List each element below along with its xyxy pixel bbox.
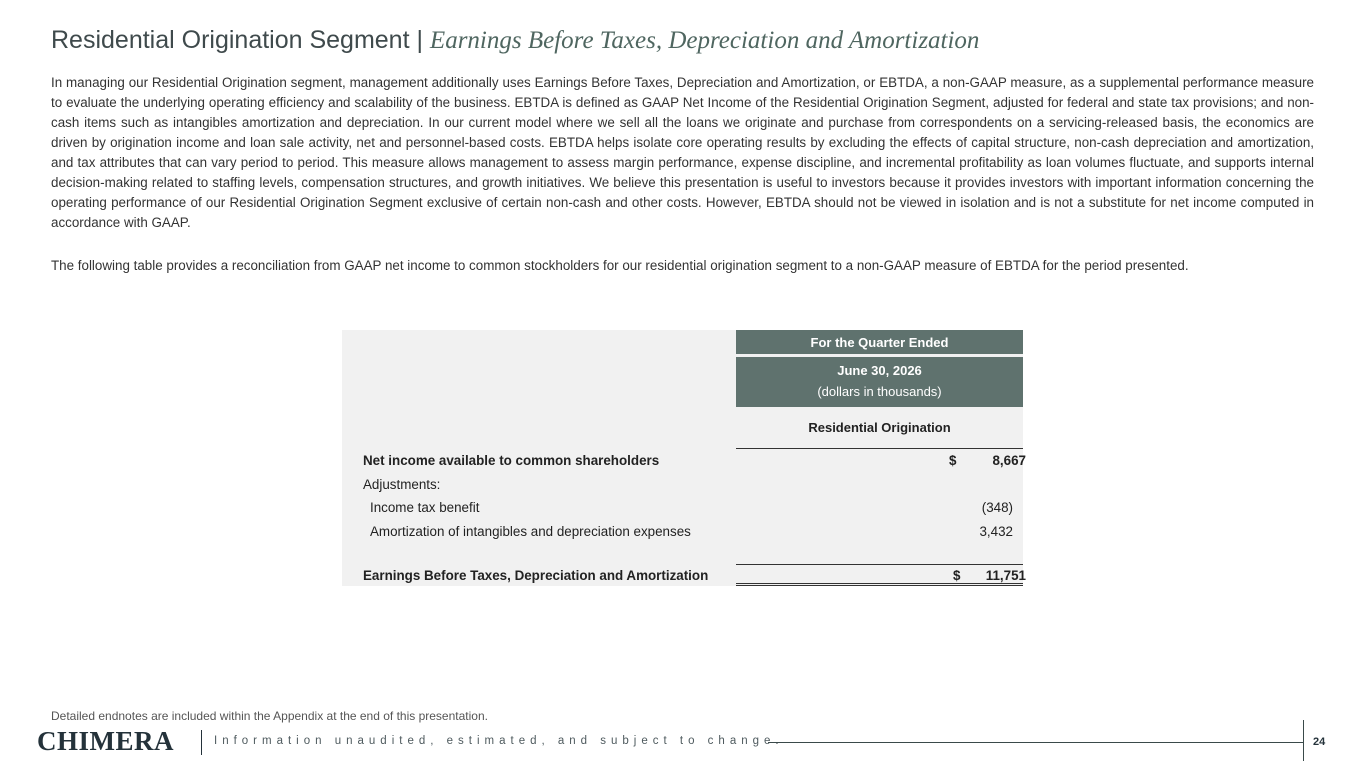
header-units: (dollars in thousands) [817,384,942,399]
reconciliation-paragraph: The following table provides a reconciliation from GAAP net income to common stockholders for our residential origination segment to a non-GAAP measure of EBTDA for the period presented. [51,258,1189,273]
header-date: June 30, 2026 [837,363,922,378]
net-income-currency: $ [949,453,957,468]
title-italic: Earnings Before Taxes, Depreciation and Amortization [429,27,980,54]
ebtda-label: Earnings Before Taxes, Depreciation and Amortization [363,568,709,583]
header-date-block [736,357,1023,407]
page-divider [1303,720,1304,761]
page-number: 24 [1313,736,1326,748]
total-double-rule-1 [736,583,1023,584]
reconciliation-table [342,330,1026,586]
net-income-label: Net income available to common shareholders [363,453,660,468]
endnote: Detailed endnotes are included within the Appendix at the end of this presentation. [51,709,488,723]
total-double-rule-2 [736,585,1023,586]
amortization-value: 3,432 [979,524,1013,539]
tax-label: Income tax benefit [370,500,480,515]
title-main: Residential Origination Segment | [51,26,430,54]
ebtda-currency: $ [953,568,961,583]
page-title [51,26,979,55]
column-header: Residential Origination [808,420,951,435]
footer-rule [768,742,1303,743]
amortization-label: Amortization of intangibles and depreciation expenses [370,524,691,539]
ebtda-value: 11,751 [985,568,1026,583]
disclaimer: Information unaudited, estimated, and subject to change. [214,735,784,747]
adjustments-label: Adjustments: [363,477,441,492]
chimera-logo: CHIMERA [37,726,174,756]
header-period: For the Quarter Ended [736,330,1023,354]
net-income-value: 8,667 [992,453,1026,468]
tax-value: (348) [981,500,1013,515]
total-top-rule [736,564,1023,565]
column-header-rule [736,448,1023,449]
intro-paragraph: In managing our Residential Origination segment, management additionally uses Earnings Before Taxes, Depreciation and Amortization, or EBTDA, a non-GAAP measure, as a supplemental performance measure to evaluate the underlying operating efficiency and scalability of the business. EBTDA is defined as GAAP Net Income of the Residential Origination Segment, adjusted for federal and state tax provisions; and non-cash items such as intangibles amortization and depreciation. In our current model where we sell all the loans we originate and purchase from correspondents on a servicing-released basis, the economics are driven by origination income and loan sale activity, net and personnel-based costs. EBTDA helps isolate core operating results by excluding the effects of capital structure, non-cash depreciation and amortization, and tax attributes that can vary period to period. This measure allows management to assess margin performance, expense discipline, and incremental profitability as loan volumes fluctuate, and supports internal decision-making related to staffing levels, compensation structures, and growth initiatives. We believe this presentation is useful to investors because it provides investors with important information concerning the operating performance of our Residential Origination Segment exclusive of certain non-cash and other costs. However, EBTDA should not be viewed in isolation and is not a substitute for net income computed in accordance with GAAP. [51,75,1314,230]
logo-divider [201,730,202,755]
